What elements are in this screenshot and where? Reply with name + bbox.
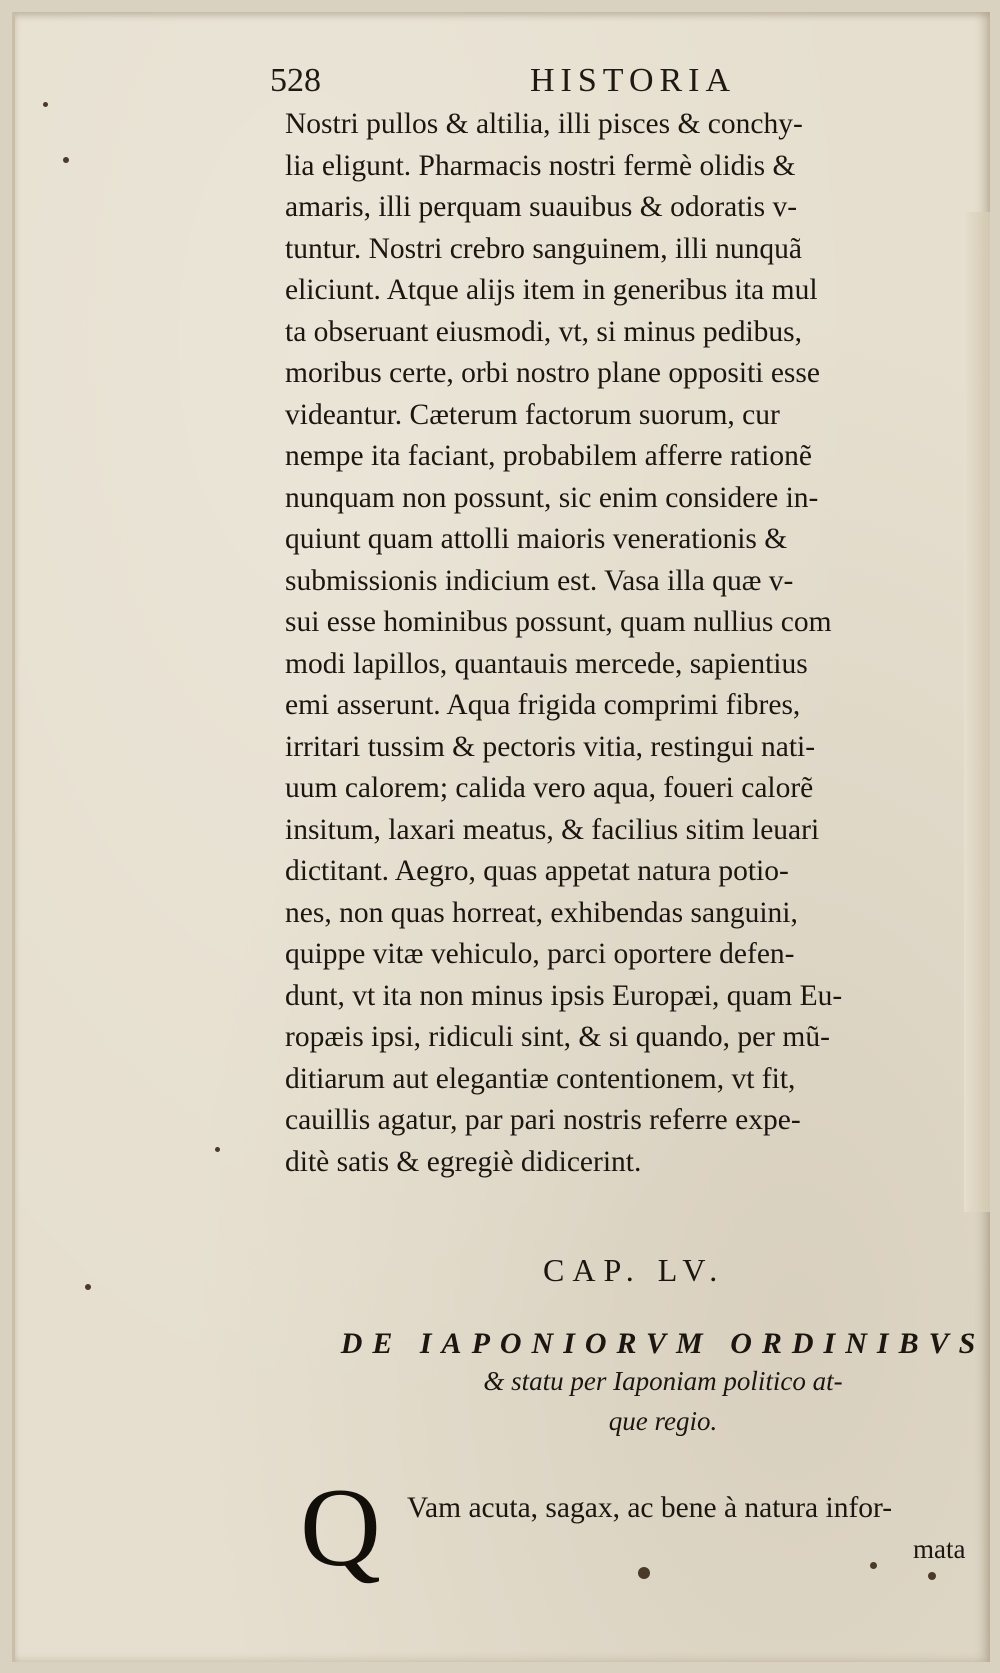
foxing-spot: [63, 157, 69, 163]
text-line: ropæis ipsi, ridiculi sint, & si quando, per mũ-: [285, 1021, 830, 1053]
text-line: dictitant. Aegro, quas appetat natura potio-: [285, 855, 789, 887]
text-line: cauillis agatur, par pari nostris referre expe-: [285, 1104, 801, 1136]
text-line: insitum, laxari meatus, & facilius sitim leuari: [285, 813, 820, 846]
text-line: nunquam non possunt, sic enim considere in-: [285, 481, 819, 514]
subtitle-line: & statu per Iaponiam politico at-: [483, 1366, 843, 1396]
text-line: irritari tussim & pectoris vitia, restingui nati-: [285, 730, 816, 763]
foxing-spot: [870, 1562, 877, 1569]
opening-line: Vam acuta, sagax, ac bene à natura infor-: [407, 1492, 893, 1524]
chapter-subtitle: [333, 1327, 993, 1441]
text-line: nes, non quas horreat, exhibendas sanguini,: [285, 896, 798, 929]
page-number: 528: [270, 62, 321, 99]
body-text: [285, 104, 985, 1183]
text-line: tuntur. Nostri crebro sanguinem, illi nunquã: [285, 232, 802, 265]
subtitle-caps-line: DE IAPONIORVM ORDINIBVS: [340, 1327, 986, 1360]
foxing-spot: [215, 1147, 220, 1152]
book-page: [12, 12, 990, 1662]
text-line: modi lapillos, quantauis mercede, sapientius: [285, 647, 808, 680]
text-line: ta obseruant eiusmodi, vt, si minus pedibus,: [285, 315, 803, 348]
text-line: sui esse hominibus possunt, quam nullius com: [285, 606, 832, 638]
chapter-heading: CAP. LV.: [543, 1252, 726, 1288]
text-line: moribus certe, orbi nostro plane oppositi esse: [285, 357, 820, 389]
text-line: uum calorem; calida vero aqua, foueri calorẽ: [285, 772, 814, 804]
page-header: [270, 62, 970, 108]
text-line: lia eligunt. Pharmacis nostri fermè olidis &: [285, 149, 796, 182]
foxing-spot: [43, 102, 48, 107]
text-line: videantur. Cæterum factorum suorum, cur: [285, 398, 780, 431]
text-line: ditè satis & egregiè didicerint.: [285, 1145, 642, 1178]
foxing-spot: [85, 1284, 91, 1290]
text-line: quippe vitæ vehiculo, parci oportere defen-: [285, 938, 795, 970]
text-line: Nostri pullos & altilia, illi pisces & conchy-: [285, 108, 803, 140]
text-line: eliciunt. Atque alijs item in generibus ita mul: [285, 274, 818, 306]
text-line: ditiarum aut elegantiæ contentionem, vt fit,: [285, 1062, 796, 1095]
subtitle-line: que regio.: [608, 1406, 718, 1436]
text-line: submissionis indicium est. Vasa illa quæ v-: [285, 564, 794, 597]
text-line: dunt, vt ita non minus ipsis Europæi, quam Eu-: [285, 979, 843, 1012]
text-line: quiunt quam attolli maioris venerationis &: [285, 523, 788, 555]
text-line: nempe ita faciant, probabilem afferre rationẽ: [285, 440, 812, 472]
text-line: emi asserunt. Aqua frigida comprimi fibres,: [285, 689, 801, 721]
foxing-spot: [928, 1572, 936, 1580]
text-line: amaris, illi perquam suauibus & odoratis v-: [285, 191, 798, 223]
foxing-spot: [638, 1567, 650, 1579]
drop-cap: Q: [300, 1466, 381, 1590]
catchword: mata: [913, 1534, 966, 1564]
running-head: HISTORIA: [530, 62, 737, 99]
